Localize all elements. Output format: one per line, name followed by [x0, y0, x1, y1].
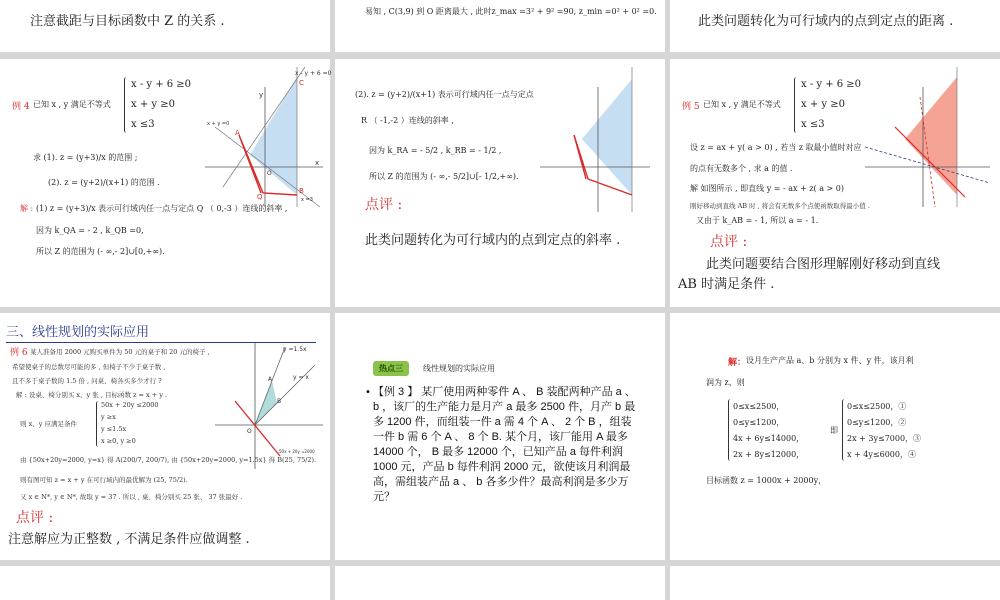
min-value-graph	[865, 67, 995, 207]
system-1: 50x + 20y ≤2000	[101, 401, 159, 409]
point-o: O	[267, 170, 272, 177]
solution-label: 解：	[728, 358, 747, 368]
part2-line-3: 因为 k_RA = - 5/2 , k_RB = - 1/2 ,	[369, 146, 502, 155]
ex6-line-3: 且不多于桌子数的 1.5 倍 , 问桌、椅各买多少才行 ?	[12, 377, 162, 385]
constraint-3: x ≤3	[801, 119, 825, 130]
ex5-line-5: 又由于 k_AB = - 1, 所以 a = - 1.	[696, 216, 819, 225]
feasible-region	[582, 79, 632, 195]
graph-label-line: x - y + 6 =0	[295, 70, 332, 77]
ex6-line-6: 由 {50x+20y=2000, y=x} 得 A(200/7, 200/7), 由 {50x+20y=2000, y=1.5x} 得 B(25, 75/2).	[20, 456, 317, 464]
point-a: A	[268, 376, 273, 383]
line-budget	[235, 401, 280, 456]
graph-label-yx: y = x	[293, 374, 309, 381]
line-1-5x	[255, 347, 285, 425]
ex5-line-2: 的点有无数多个 , 求 a 的值 .	[690, 164, 793, 173]
solution-line-2: 润为 z，则	[706, 378, 745, 387]
slide-top-left[interactable]	[0, 0, 330, 52]
system-2: y ≥x	[101, 413, 116, 421]
text-distance-max: 易知 , C(3,9) 到 O 距离最大 , 此时z_max =3² + 9² =90, z_min =0² + 0² =0.	[365, 7, 657, 16]
sys-right-2: 0≤y≤1200，②	[847, 418, 907, 427]
axis-y-label: y	[259, 91, 264, 99]
objective-function: 目标函数 z = 1000x + 2000y，	[706, 476, 827, 485]
constraint-brace	[124, 77, 129, 133]
example-3-paragraph: 【例 3 】 某厂使用两种零件 A 、 B 装配两种产品 a 、 b ，该厂的生产能力是月产 a 最多 2500 件，月产 b 最多 1200 件，而组装一件 a 需 4 个 A 、 2 个 B ，组装一件 b 需 6 个 A 、 8 个 B. 某个月，该厂能用 A 最多 14000 个， B 最多 12000 个，已知产品 a 每件利润 1000 元，产品 b 每件利润 2000 元，欲使该月利润最高，需组装产品 a 、 b 各多少件？最高利润是多少万元？	[373, 386, 636, 503]
solution-line-1: 设月生产产品 a、b 分别为 x 件、y 件，该月利	[746, 356, 914, 365]
slide-example-4-part2[interactable]	[335, 59, 665, 307]
section-title: 三、线性规划的实际应用	[6, 321, 316, 343]
example-label: 例 6	[10, 348, 28, 358]
slide-hot-point-3[interactable]	[335, 313, 665, 560]
point-c: C	[299, 79, 304, 87]
sys-left-3: 4x + 6y≤14000，	[733, 434, 805, 443]
question-2: (2). z = (y+2)/(x+1) 的范围 .	[48, 178, 160, 187]
sys-left-4: 2x + 8y≤12000，	[733, 450, 805, 459]
key-point-text: 注意解应为正整数 , 不满足条件应做调整 .	[8, 532, 250, 547]
key-point-text: 此类问题转化为可行域内的点到定点的斜率 .	[365, 233, 621, 248]
slide-bottom-left[interactable]	[0, 566, 330, 600]
key-point-label: 点评 :	[16, 510, 54, 526]
solution-line-1: (1) z = (y+3)/x 表示可行域内任一点与定点 Q （ 0,-3 ）连线的斜率 ,	[36, 204, 288, 213]
system-4: x ≥0, y ≥0	[101, 437, 136, 445]
feasible-region	[255, 381, 277, 425]
constraint-2: x + y ≥0	[801, 99, 845, 110]
example-label: 例 4	[12, 102, 30, 112]
sys-right-1: 0≤x≤2500，①	[847, 402, 907, 411]
ex6-line-7: 则有图可知 z = x + y 在可行域内的最优解为 (25, 75/2).	[20, 476, 188, 484]
slide-example-5[interactable]	[670, 59, 1000, 307]
slide-bottom-middle[interactable]	[335, 566, 665, 600]
ex5-line-3: 解 如图所示 , 即直线 y = - ax + z( a > 0)	[690, 184, 844, 193]
slope-graph-r	[540, 67, 650, 217]
constraint-1: x - y + 6 ≥0	[131, 79, 192, 90]
part2-line-4: 所以 Z 的范围为 (- ∞,- 5/2]∪[- 1/2,+∞).	[369, 172, 519, 181]
example-label: 例 5	[682, 102, 700, 112]
slide-example-4[interactable]	[0, 59, 330, 307]
ex6-line-2: 希望使桌子的总数尽可能的多 , 但椅子不少于桌子数 ,	[12, 363, 166, 371]
key-point-label: 点评 :	[365, 197, 403, 213]
slide-top-middle[interactable]	[335, 0, 665, 52]
ex6-line-5: 则 x、y 应满足条件	[20, 420, 77, 428]
graph-label-budget: 50x + 20y =2000	[279, 449, 315, 454]
sys-right-3: 2x + 3y≤7000，③	[847, 434, 922, 443]
sys-right-4: x + 4y≤6000，④	[847, 450, 916, 459]
constraint-2: x + y ≥0	[131, 99, 175, 110]
question-1: 求 (1). z = (y+3)/x 的范围 ;	[33, 153, 138, 162]
feasible-region-graph	[205, 67, 332, 207]
text-intercept-note: 注意截距与目标函数中 Z 的关系 .	[30, 14, 225, 29]
ji-label: 即	[830, 426, 838, 435]
ex6-line-8: 又 x ∈ N*, y ∈ N*, 故取 y = 37 . 所以 , 桌、椅分别买 25 张、 37 张最好 .	[20, 493, 243, 501]
axis-x-label: x	[315, 159, 320, 167]
point-o: O	[247, 428, 252, 435]
hot-badge: 热点三	[373, 361, 409, 376]
slide-top-right[interactable]	[670, 0, 1000, 52]
solution-line-3: 所以 Z 的范围为 (- ∞,- 2]∪[0,+∞).	[36, 247, 165, 256]
part2-line-2: R （ -1,-2 ）连线的斜率 ,	[361, 116, 454, 125]
key-point-label: 点评 :	[710, 234, 748, 250]
sys-left-1: 0≤x≤2500，	[733, 402, 785, 411]
sys-left-2: 0≤y≤1200，	[733, 418, 785, 427]
point-a: A	[235, 129, 240, 137]
slide-bottom-right[interactable]	[670, 566, 1000, 600]
system-3: y ≤1.5x	[101, 425, 127, 433]
key-point-text-1: 此类问题要结合图形理解刚好移动到直线	[706, 257, 941, 272]
solution-line-2: 因为 k_QA = - 2 , k_QB =0,	[36, 226, 144, 235]
solution-label: 解 :	[20, 204, 34, 213]
slide-practical-application[interactable]	[0, 313, 330, 560]
bullet: •	[365, 387, 371, 398]
constraint-brace	[794, 77, 799, 133]
key-point-text-2: AB 时满足条件 .	[678, 277, 775, 292]
part2-line-1: (2). z = (y+2)/(x+1) 表示可行域内任一点与定点	[355, 90, 534, 99]
furniture-graph	[215, 341, 325, 471]
graph-label-x3: x =3	[301, 197, 313, 203]
example-intro: 已知 x , y 满足不等式	[33, 100, 111, 109]
point-q: Q	[257, 193, 263, 201]
ex5-line-4: 刚好移动到直线 AB 时 , 将会有无数多个点使函数取得最小值 .	[690, 202, 870, 210]
ex6-line-1: 某人准备用 2000 元购买单件为 50 元的桌子和 20 元的椅子 ,	[30, 348, 210, 356]
hot-title: 线性规划的实际应用	[423, 364, 495, 373]
ex6-line-4: 解 : 设桌、椅分别买 x、y 张 , 目标函数 z = x + y .	[16, 391, 168, 399]
point-b: B	[299, 187, 304, 195]
ex5-line-1: 设 z = ax + y( a > 0) , 若当 z 取最小值时对应	[690, 143, 862, 152]
text-distance-summary: 此类问题转化为可行域内的点到定点的距离 .	[698, 14, 954, 29]
slide-solution[interactable]	[670, 313, 1000, 560]
example-intro: 已知 x , y 满足不等式	[703, 100, 781, 109]
graph-label-15x: y =1.5x	[283, 346, 307, 353]
constraint-3: x ≤3	[131, 119, 155, 130]
constraint-1: x - y + 6 ≥0	[801, 79, 862, 90]
point-b: B	[277, 398, 282, 405]
graph-label-y0: x + y =0	[207, 121, 230, 127]
